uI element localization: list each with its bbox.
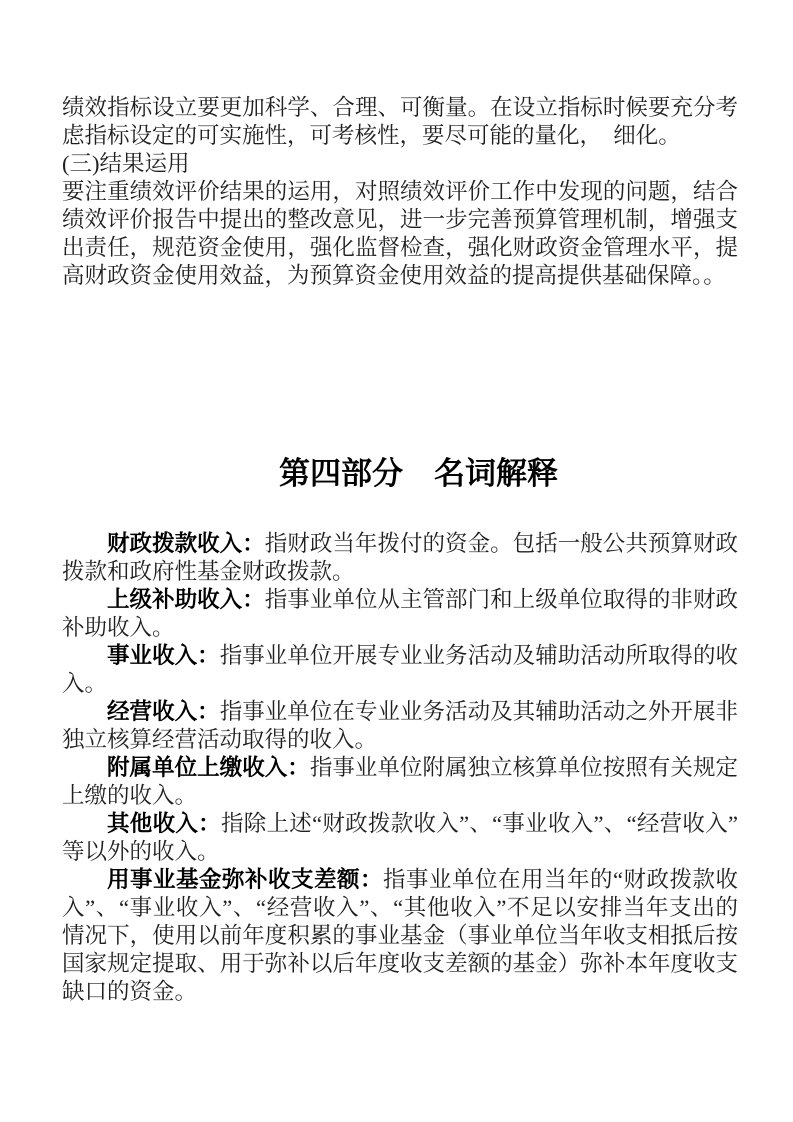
definition-term: 附属单位上缴收入： [107, 755, 310, 780]
definition-term: 事业收入： [107, 643, 220, 668]
definition-text: 指事业单位从主管部门和上级单位取得的非财政补助收入。 [62, 587, 738, 640]
definition-item [62, 642, 738, 698]
definition-text: 指财政当年拨付的资金。包括一般公共预算财政拨款和政府性基金财政拨款。 [62, 531, 738, 584]
definition-item [62, 866, 738, 1006]
definition-item [62, 530, 738, 586]
definition-term: 上级补助收入： [107, 587, 265, 612]
definition-item [62, 698, 738, 754]
definition-text: 指事业单位在专业业务活动及其辅助活动之外开展非独立核算经营活动取得的收入。 [62, 699, 738, 752]
definition-term: 用事业基金弥补收支差额： [107, 867, 383, 892]
definition-term: 其他收入： [107, 811, 221, 836]
definition-term: 财政拨款收入： [107, 531, 265, 556]
definition-text: 指事业单位在用当年的“财政拨款收入”、“事业收入”、“经营收入”、“其他收入”不足以安排当年支出的情况下，使用以前年度积累的事业基金（事业单位当年收支相抵后按国家规定提取、用于弥补以后年度收支差额的基金）弥补本年度收支缺口的资金。 [62, 867, 738, 1004]
section-title: 第四部分 名词解释 [279, 456, 558, 491]
closing-continuation-paragraph: 绩效指标设立要更加科学、合理、可衡量。在设立指标时候要充分考虑指标设定的可实施性，可考核性，要尽可能的量化， 细化。 [62, 95, 738, 148]
definition-item [62, 810, 738, 866]
definition-term: 经营收入： [107, 699, 220, 724]
subheading-result-usage: (三)结果运用 [62, 151, 190, 176]
glossary-section [62, 530, 738, 1006]
definition-text: 指事业单位附属独立核算单位按照有关规定上缴的收入。 [62, 755, 738, 808]
definition-item [62, 586, 738, 642]
definition-text: 指事业单位开展专业业务活动及辅助活动所取得的收入。 [62, 643, 738, 696]
result-usage-paragraph: 要注重绩效评价结果的运用，对照绩效评价工作中发现的问题，结合绩效评价报告中提出的整改意见，进一步完善预算管理机制，增强支出责任，规范资金使用，强化监督检查，强化财政资金管理水平，提高财政资金使用效益，为预算资金使用效益的提高提供基础保障。。 [62, 179, 738, 288]
definition-item [62, 754, 738, 810]
definition-text: 指除上述“财政拨款收入”、“事业收入”、“经营收入”等以外的收入。 [62, 811, 738, 864]
closing-section [62, 94, 738, 290]
